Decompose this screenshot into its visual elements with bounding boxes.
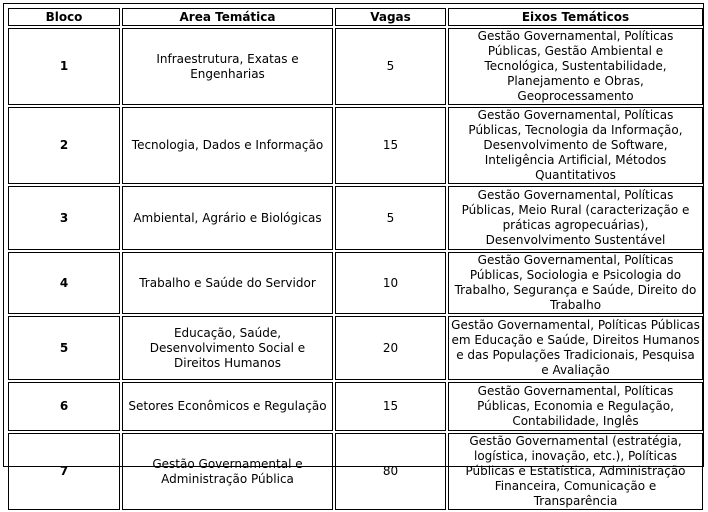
cell-area: Educação, Saúde, Desenvolvimento Social e Direitos Humanos (122, 316, 333, 380)
cell-vagas: 5 (335, 28, 446, 105)
cell-area: Ambiental, Agrário e Biológicas (122, 186, 333, 250)
cell-bloco: 5 (8, 316, 120, 380)
table-row (8, 433, 703, 510)
table-frame (3, 3, 704, 508)
cell-bloco: 7 (8, 433, 120, 510)
cell-eixos: Gestão Governamental, Políticas Públicas, Meio Rural (caracterização e práticas agropecuárias), Desenvolvimento Sustentável (448, 186, 703, 250)
cell-bloco: 6 (8, 382, 120, 431)
cell-vagas: 10 (335, 252, 446, 314)
table-row (8, 316, 703, 380)
cell-vagas: 15 (335, 107, 446, 184)
header-area: Area Temática (122, 8, 333, 26)
cell-area: Setores Econômicos e Regulação (122, 382, 333, 431)
table-header-row (8, 8, 703, 26)
cell-eixos: Gestão Governamental (estratégia, logística, inovação, etc.), Políticas Públicas e Estatística, Administração Financeira, Comunicação e Transparência (448, 433, 703, 510)
table-row (8, 382, 703, 431)
table-row (8, 107, 703, 184)
cell-eixos: Gestão Governamental, Políticas Públicas, Economia e Regulação, Contabilidade, Inglês (448, 382, 703, 431)
vagas-table (6, 6, 705, 512)
cell-vagas: 15 (335, 382, 446, 431)
cell-eixos: Gestão Governamental, Políticas Públicas, Tecnologia da Informação, Desenvolvimento de Software, Inteligência Artificial, Métodos Quantitativos (448, 107, 703, 184)
cell-vagas: 5 (335, 186, 446, 250)
cell-area: Tecnologia, Dados e Informação (122, 107, 333, 184)
cell-vagas: 20 (335, 316, 446, 380)
table-row (8, 252, 703, 314)
header-bloco: Bloco (8, 8, 120, 26)
cell-bloco: 4 (8, 252, 120, 314)
cell-vagas: 80 (335, 433, 446, 510)
cell-eixos: Gestão Governamental, Políticas Públicas, Sociologia e Psicologia do Trabalho, Segurança e Saúde, Direito do Trabalho (448, 252, 703, 314)
table-row (8, 186, 703, 250)
cell-area: Trabalho e Saúde do Servidor (122, 252, 333, 314)
cell-area: Gestão Governamental e Administração Pública (122, 433, 333, 510)
table-row (8, 28, 703, 105)
header-vagas: Vagas (335, 8, 446, 26)
header-eixos: Eixos Temáticos (448, 8, 703, 26)
cell-bloco: 3 (8, 186, 120, 250)
cell-eixos: Gestão Governamental, Políticas Públicas em Educação e Saúde, Direitos Humanos e das Populações Tradicionais, Pesquisa e Avaliação (448, 316, 703, 380)
cell-area: Infraestrutura, Exatas e Engenharias (122, 28, 333, 105)
cell-bloco: 2 (8, 107, 120, 184)
cell-bloco: 1 (8, 28, 120, 105)
cell-eixos: Gestão Governamental, Políticas Públicas, Gestão Ambiental e Tecnológica, Sustentabilidade, Planejamento e Obras, Geoprocessamento (448, 28, 703, 105)
